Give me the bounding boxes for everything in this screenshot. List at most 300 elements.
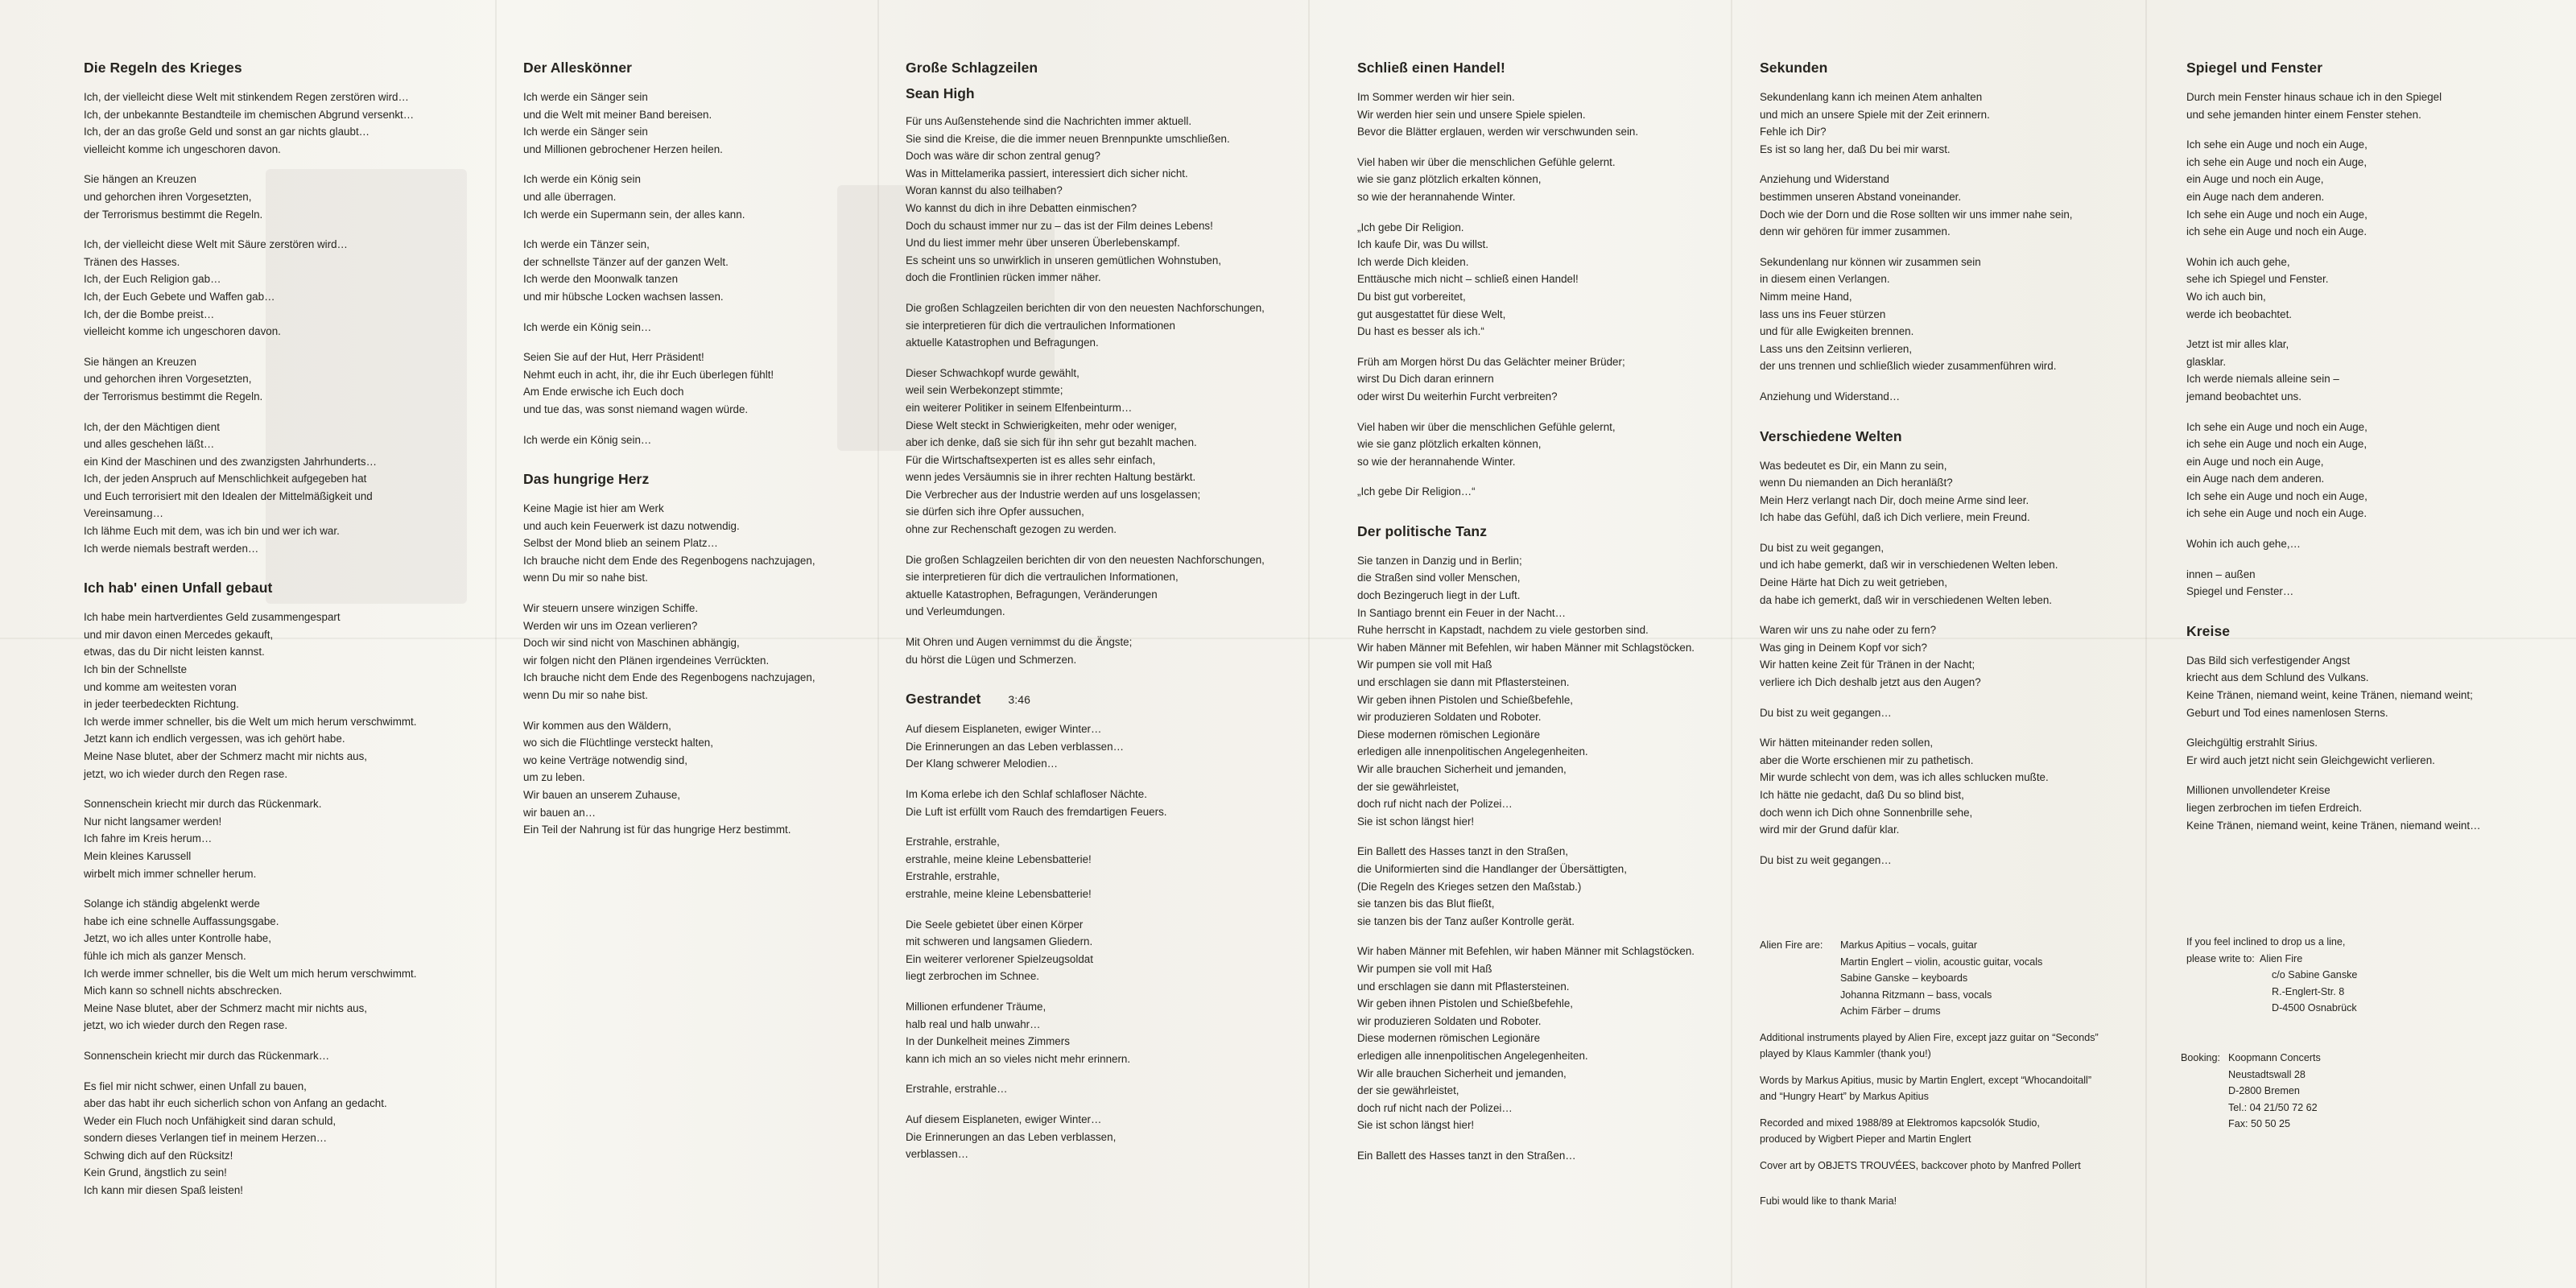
song — [1357, 58, 1728, 501]
lyric-line: sie tanzen bis das Blut fließt, — [1357, 898, 1495, 910]
lyric-line: habe ich eine schnelle Auffassungsgabe. — [84, 914, 279, 927]
stanza — [906, 299, 1284, 352]
lyric-line: Jetzt kann ich endlich vergessen, was ich gehört habe. — [84, 733, 345, 745]
song — [523, 469, 861, 839]
contact-block — [2186, 934, 2541, 1017]
lyric-line: ein weiterer Politiker in seinem Elfenbeinturm… — [906, 401, 1133, 414]
lyric-line: und gehorchen ihren Vorgesetzten, — [84, 190, 252, 203]
lyric-line: Jetzt ist mir alles klar, — [2186, 338, 2289, 351]
lyric-line: erstrahle, meine kleine Lebensbatterie! — [906, 887, 1092, 900]
song-title-text: Das hungrige Herz — [523, 471, 650, 488]
lyrics-column-3 — [906, 58, 1284, 1184]
lyric-line: Ich brauche nicht dem Ende des Regenbogens nachzujagen, — [523, 554, 815, 567]
stanza — [906, 998, 1284, 1067]
booking-line: Tel.: 04 21/50 72 62 — [2228, 1101, 2318, 1113]
song-title — [523, 58, 861, 77]
lyric-line: Sie hängen an Kreuzen — [84, 355, 196, 368]
stanza — [2186, 734, 2565, 769]
lyric-line: Viel haben wir über die menschlichen Gefühle gelernt, — [1357, 420, 1616, 433]
lyric-line: Kein Grund, ängstlich zu sein! — [84, 1166, 227, 1179]
stanza — [1760, 457, 2138, 526]
lyric-line: Ich, der jeden Anspruch auf Menschlichkeit aufgegeben hat — [84, 473, 367, 485]
lyric-line: ohne zur Rechenschaft gezogen zu werden. — [906, 523, 1117, 536]
lyric-line: und gehorchen ihren Vorgesetzten, — [84, 373, 252, 386]
lyric-line: Ich werde immer schneller, bis die Welt um mich herum verschwimmt. — [84, 715, 417, 728]
lyric-line: erledigen alle innenpolitischen Angelegenheiten. — [1357, 745, 1588, 758]
band-member: Sabine Ganske – keyboards — [1840, 972, 1968, 984]
lyric-line: Ich werde ein König sein — [523, 173, 641, 186]
lyric-line: doch ruf nicht nach der Polizei… — [1357, 798, 1513, 811]
lyric-line: Für die Wirtschaftsexperten ist es alles sehr einfach, — [906, 453, 1156, 466]
stanza — [2186, 419, 2565, 523]
song-title-text: Kreise — [2186, 622, 2231, 639]
lyric-line: In Santiago brennt ein Feuer in der Nacht… — [1357, 606, 1567, 619]
stanza — [84, 419, 470, 558]
lyric-line: erledigen alle innenpolitischen Angelegenheiten. — [1357, 1049, 1588, 1062]
lyric-line: Sie hängen an Kreuzen — [84, 173, 196, 186]
band-members — [1840, 937, 2042, 1020]
lyric-line: glasklar. — [2186, 355, 2227, 368]
lyric-line: sie interpretieren für dich die vertraulichen Informationen, — [906, 571, 1179, 584]
song-title — [84, 58, 470, 77]
song-subtitle: Sean High — [906, 85, 975, 101]
lyric-line: der schnellste Tänzer auf der ganzen Welt. — [523, 255, 729, 268]
stanza — [1357, 1147, 1728, 1165]
lyric-line: oder wirst Du weiterhin Furcht verbreiten? — [1357, 390, 1558, 402]
lyric-line: der Terrorismus bestimmt die Regeln. — [84, 208, 263, 221]
lyric-line: Wohin ich auch gehe,… — [2186, 538, 2301, 551]
band-member: Markus Apitius – vocals, guitar — [1840, 939, 1978, 951]
lyrics-column-1 — [84, 58, 470, 1220]
lyric-line: Durch mein Fenster hinaus schaue ich in den Spiegel — [2186, 91, 2442, 103]
stanza — [906, 1111, 1284, 1163]
lyric-line: Werden wir uns im Ozean verlieren? — [523, 619, 698, 632]
lyric-line: doch die Frontlinien rücken immer näher. — [906, 271, 1101, 284]
lyric-line: Ich, der den Mächtigen dient — [84, 420, 220, 433]
song — [1357, 522, 1728, 1165]
lyric-line: werde ich beobachtet. — [2186, 308, 2293, 320]
lyric-line: liegen zerbrochen im tiefen Erdreich. — [2186, 802, 2363, 814]
booking-line: Fax: 50 50 25 — [2228, 1118, 2291, 1129]
lyric-line: Auf diesem Eisplaneten, ewiger Winter… — [906, 723, 1102, 736]
lyric-line: und für alle Ewigkeiten brennen. — [1760, 325, 1914, 338]
lyric-line: und Euch terrorisiert mit den Idealen der Mittelmäßigkeit und — [84, 489, 373, 502]
stanza — [84, 795, 470, 882]
lyric-line: und mich an unsere Spiele mit der Zeit erinnern. — [1760, 108, 1990, 121]
stanza — [1760, 621, 2138, 691]
lyric-line: sehe ich Spiegel und Fenster. — [2186, 273, 2329, 286]
lyric-line: da habe ich gemerkt, daß wir in verschiedenen Welten leben. — [1760, 593, 2052, 606]
lyric-line: ich sehe ein Auge und noch ein Auge. — [2186, 225, 2368, 238]
lyric-line: Die Erinnerungen an das Leben verblassen, — [906, 1130, 1117, 1143]
lyric-line: Ich sehe ein Auge und noch ein Auge, — [2186, 138, 2368, 151]
lyric-line: Ich hätte nie gedacht, daß Du so blind bist, — [1760, 789, 1964, 801]
lyric-line: Diese modernen römischen Legionäre — [1357, 1032, 1541, 1045]
lyric-line: Wir alle brauchen Sicherheit und jemanden, — [1357, 763, 1567, 775]
lyric-line: Mir wurde schlecht von dem, was ich alles schlucken mußte. — [1760, 771, 2049, 784]
lyric-line: Ich, der Euch Religion gab… — [84, 273, 221, 286]
lyric-line: Doch was wäre dir schon zentral genug? — [906, 150, 1100, 163]
lyric-line: wie sie ganz plötzlich erkalten können, — [1357, 438, 1542, 451]
lyric-line: wirst Du Dich daran erinnern — [1357, 373, 1494, 386]
lyric-line: Es scheint uns so unwirklich in unseren gemütlichen Wohnstuben, — [906, 254, 1222, 266]
lyric-line: Keine Tränen, niemand weint, keine Tränen, niemand weint… — [2186, 819, 2481, 832]
stanza — [906, 634, 1284, 668]
lyric-line: Ich habe mein hartverdientes Geld zusammengespart — [84, 611, 341, 624]
lyric-line: und Millionen gebrochener Herzen heilen. — [523, 142, 723, 155]
lyric-line: aber ich denke, daß sie sich für ihn sehr gut bezahlt machen. — [906, 436, 1197, 449]
lyric-line: du hörst die Lügen und Schmerzen. — [906, 653, 1077, 666]
lyric-line: sie interpretieren für dich die vertraulichen Informationen — [906, 319, 1175, 332]
lyric-line: Diese modernen römischen Legionäre — [1357, 728, 1541, 741]
band-member: Martin Englert – violin, acoustic guitar, vocals — [1840, 956, 2043, 968]
mail-line: If you feel inclined to drop us a line, — [2186, 936, 2346, 947]
lyric-line: Diese Welt steckt in Schwierigkeiten, mehr oder weniger, — [906, 419, 1177, 431]
stanza — [906, 113, 1284, 287]
credit-line: produced by Wigbert Pieper and Martin Englert — [1760, 1133, 1971, 1145]
lyric-line: Ich sehe ein Auge und noch ein Auge, — [2186, 208, 2368, 221]
stanza — [84, 1078, 470, 1199]
lyric-line: Sonnenschein kriecht mir durch das Rückenmark. — [84, 798, 322, 811]
song-title — [1760, 427, 2138, 446]
lyric-line: Die großen Schlagzeilen berichten dir von den neuesten Nachforschungen, — [906, 301, 1265, 314]
lyric-line: Ich werde ein König sein… — [523, 320, 652, 333]
lyric-line: Erstrahle, erstrahle… — [906, 1083, 1008, 1096]
lyric-line: Wir werden hier sein und unsere Spiele spielen. — [1357, 108, 1586, 121]
fold-line — [877, 0, 879, 1288]
lyric-line: wir bauen an… — [523, 806, 597, 819]
credit-line: and “Hungry Heart” by Markus Apitius — [1760, 1091, 1929, 1102]
lyric-line: doch ruf nicht nach der Polizei… — [1357, 1101, 1513, 1114]
lyric-line: Nehmt euch in acht, ihr, die ihr Euch überlegen fühlt! — [523, 368, 774, 381]
lyric-line: Wir bauen an unserem Zuhause, — [523, 789, 681, 801]
lyric-line: (Die Regeln des Krieges setzen den Maßstab.) — [1357, 880, 1582, 893]
stanza — [2186, 336, 2565, 405]
lyric-line: lass uns ins Feuer stürzen — [1760, 308, 1886, 320]
lyric-line: aktuelle Katastrophen und Befragungen. — [906, 336, 1099, 349]
lyric-line: wo sich die Flüchtlinge versteckt halten, — [523, 737, 713, 749]
lyric-line: Du bist zu weit gegangen… — [1760, 853, 1892, 866]
lyric-line: Wir haben Männer mit Befehlen, wir haben Männer mit Schlagstöcken. — [1357, 945, 1695, 958]
lyric-line: Meine Nase blutet, aber der Schmerz macht mir nichts aus, — [84, 750, 368, 762]
stanza — [523, 349, 861, 418]
stanza — [84, 1047, 470, 1065]
mail-line: please write to: Alien Fire — [2186, 952, 2303, 964]
lyric-line: verblassen… — [906, 1148, 969, 1161]
stanza — [1357, 219, 1728, 341]
lyric-line: gut ausgestattet für diese Welt, — [1357, 308, 1506, 320]
lyric-line: der sie gewährleistet, — [1357, 780, 1459, 793]
lyric-line: wo keine Verträge notwendig sind, — [523, 753, 687, 766]
lyric-line: Ich fahre im Kreis herum… — [84, 832, 213, 845]
lyric-line: Früh am Morgen hörst Du das Gelächter meiner Brüder; — [1357, 355, 1625, 368]
song-title — [2186, 58, 2565, 77]
lyric-line: aktuelle Katastrophen, Befragungen, Veränderungen — [906, 588, 1158, 601]
lyric-line: Mich kann so schnell nichts abschrecken. — [84, 985, 283, 997]
lyric-line: Gleichgültig erstrahlt Sirius. — [2186, 737, 2318, 749]
lyric-line: Sie ist schon längst hier! — [1357, 815, 1475, 828]
lyric-line: jetzt, wo ich wieder durch den Regen rase. — [84, 1019, 288, 1032]
lyric-line: Für uns Außenstehende sind die Nachrichten immer aktuell. — [906, 115, 1192, 127]
song-title — [906, 689, 1284, 709]
lyric-line: Wo kannst du dich in ihre Debatten einmischen? — [906, 201, 1137, 214]
lyric-line: Nimm meine Hand, — [1760, 290, 1852, 303]
stanza — [2186, 535, 2565, 553]
lyric-line: mit schweren und langsamen Gliedern. — [906, 935, 1093, 948]
lyric-line: wir produzieren Soldaten und Roboter. — [1357, 1014, 1542, 1027]
stanza — [1357, 483, 1728, 501]
lyric-line: in jeder teerbedeckten Richtung. — [84, 698, 239, 711]
credit-line: Cover art by OBJETS TROUVÉES, backcover photo by Manfred Pollert — [1760, 1159, 2081, 1171]
band-member: Achim Färber – drums — [1840, 1005, 1941, 1017]
lyric-line: ich sehe ein Auge und noch ein Auge. — [2186, 507, 2368, 520]
lyric-line: Ich kaufe Dir, was Du willst. — [1357, 238, 1488, 251]
lyric-line: Am Ende erwische ich Euch doch — [523, 386, 684, 398]
lyric-line: Wir haben Männer mit Befehlen, wir haben Männer mit Schlagstöcken. — [1357, 641, 1695, 654]
lyric-line: Du bist zu weit gegangen, — [1760, 541, 1885, 554]
lyric-line: Bevor die Blätter erglauen, werden wir verschwunden sein. — [1357, 126, 1639, 138]
lyric-line: wenn Du niemanden an Dich heranläßt? — [1760, 477, 1953, 489]
credit-line: Additional instruments played by Alien Fire, except jazz guitar on “Seconds” — [1760, 1031, 2099, 1043]
song-title-text: Gestrandet — [906, 691, 981, 708]
stanza — [906, 720, 1284, 773]
lyric-line: ein Auge und noch ein Auge, — [2186, 173, 2324, 186]
lyric-line: und die Welt mit meiner Band bereisen. — [523, 108, 712, 121]
lyric-line: Nur nicht langsamer werden! — [84, 815, 222, 828]
lyric-line: ein Auge nach dem anderen. — [2186, 190, 2325, 203]
lyric-line: Anziehung und Widerstand — [1760, 173, 1889, 186]
stanza — [84, 353, 470, 406]
lyric-line: Mit Ohren und Augen vernimmst du die Ängste; — [906, 636, 1133, 649]
lyric-line: Erstrahle, erstrahle, — [906, 836, 1000, 848]
stanza — [906, 365, 1284, 539]
stanza — [2186, 782, 2565, 834]
stanza — [523, 319, 861, 336]
lyric-line: Geburt und Tod eines namenlosen Sterns. — [2186, 706, 2388, 719]
address-line: D-4500 Osnabrück — [2272, 1002, 2357, 1013]
lyric-line: Selbst der Mond blieb an seinem Platz… — [523, 537, 718, 550]
stanza — [1760, 734, 2138, 839]
lyric-line: Solange ich ständig abgelenkt werde — [84, 898, 260, 910]
lyric-line: Du hast es besser als ich.“ — [1357, 325, 1484, 338]
song-title — [1357, 58, 1728, 77]
lyric-line: Die Luft ist erfüllt vom Rauch des fremdartigen Feuers. — [906, 805, 1167, 818]
song — [84, 578, 470, 1199]
credit-line: Words by Markus Apitius, music by Martin Englert, except “Whocandoitall” — [1760, 1074, 2092, 1086]
song — [2186, 621, 2565, 834]
stanza — [84, 895, 470, 1034]
lyric-line: Sie sind die Kreise, die die immer neuen Brennpunkte umschließen. — [906, 132, 1230, 145]
lyric-line: Die Seele gebietet über einen Körper — [906, 918, 1084, 931]
lyric-line: Ich, der an das große Geld und sonst an gar nichts glaubt… — [84, 126, 370, 138]
stanza — [1357, 154, 1728, 206]
stanza — [906, 1080, 1284, 1098]
lyric-line: und auch kein Feuerwerk ist dazu notwendig. — [523, 519, 740, 532]
lyric-line: Ein Ballett des Hasses tanzt in den Straßen, — [1357, 845, 1569, 858]
song — [2186, 58, 2565, 601]
lyric-line: in diesem einen Verlangen. — [1760, 273, 1890, 286]
lyric-line: so wie der herannahende Winter. — [1357, 455, 1516, 468]
stanza — [84, 171, 470, 223]
lyric-line: Doch wie der Dorn und die Rose sollten wir uns immer nahe sein, — [1760, 208, 2073, 221]
lyric-line: ein Auge und noch ein Auge, — [2186, 455, 2324, 468]
lyric-line: Ein Teil der Nahrung ist für das hungrige Herz bestimmt. — [523, 824, 791, 836]
lyric-line: aber die Worte erschienen mir zu pathetisch. — [1760, 753, 1974, 766]
lyric-line: weil sein Werbekonzept stimmte; — [906, 384, 1063, 397]
lyric-line: Wir pumpen sie voll mit Haß — [1357, 962, 1492, 975]
lyric-line: Sekundenlang nur können wir zusammen sein — [1760, 255, 1981, 268]
lyric-line: Sie ist schon längst hier! — [1357, 1119, 1475, 1132]
lyric-line: der uns trennen und schließlich wieder zusammenführen wird. — [1760, 360, 2057, 373]
lyric-line: Woran kannst du also teilhaben? — [906, 184, 1063, 197]
lyric-line: Meine Nase blutet, aber der Schmerz macht mir nichts aus, — [84, 1001, 368, 1014]
lyric-line: Auf diesem Eisplaneten, ewiger Winter… — [906, 1113, 1102, 1125]
lyric-line: Ich werde ein König sein… — [523, 433, 652, 446]
lyric-line: Im Koma erlebe ich den Schlaf schlafloser Nächte. — [906, 788, 1147, 800]
lyric-line: ich sehe ein Auge und noch ein Auge, — [2186, 155, 2368, 168]
stanza — [1760, 539, 2138, 609]
lyric-line: Was in Mittelamerika passiert, interessiert dich sicher nicht. — [906, 167, 1188, 180]
lyric-line: Das Bild sich verfestigender Angst — [2186, 654, 2351, 667]
stanza — [523, 171, 861, 223]
song-title-text: Ich hab' einen Unfall gebaut — [84, 580, 273, 597]
lyric-line: Ich werde Dich kleiden. — [1357, 255, 1469, 268]
stanza — [523, 236, 861, 305]
lyric-line: Wir geben ihnen Pistolen und Schießbefehle, — [1357, 997, 1573, 1010]
lyric-line: Im Sommer werden wir hier sein. — [1357, 91, 1515, 103]
lyric-line: die Straßen sind voller Menschen, — [1357, 572, 1521, 584]
lyric-line: und erschlagen sie dann mit Pflastersteinen. — [1357, 980, 1570, 993]
stanza — [523, 717, 861, 839]
stanza — [906, 786, 1284, 820]
lyric-line: Seien Sie auf der Hut, Herr Präsident! — [523, 351, 704, 364]
lyric-line: verliere ich Dich deshalb jetzt aus den Augen? — [1760, 676, 1981, 689]
lyric-line: Weder ein Fluch noch Unfähigkeit sind daran schuld, — [84, 1114, 336, 1127]
lyric-line: Wohin ich auch gehe, — [2186, 255, 2290, 268]
song — [1760, 427, 2138, 869]
lyric-line: Fehle ich Dir? — [1760, 126, 1827, 138]
lyric-line: Ich, der die Bombe preist… — [84, 308, 215, 320]
lyric-line: kann ich mich an so vieles nicht mehr erinnern. — [906, 1052, 1131, 1065]
lyric-line: und mir hübsche Locken wachsen lassen. — [523, 290, 724, 303]
stanza — [2186, 89, 2565, 123]
song-title-text: Sekunden — [1760, 60, 1828, 76]
lyric-line: Keine Tränen, niemand weint, keine Tränen, niemand weint; — [2186, 689, 2473, 702]
lyric-line: und sehe jemanden hinter einem Fenster stehen. — [2186, 108, 2421, 121]
lyric-line: sie tanzen bis der Tanz außer Kontrolle gerät. — [1357, 914, 1575, 927]
lyric-line: Tränen des Hasses. — [84, 255, 180, 268]
song — [906, 58, 1284, 668]
fold-line — [1731, 0, 1732, 1288]
lyric-line: Du bist zu weit gegangen… — [1760, 706, 1892, 719]
fold-line — [2145, 0, 2147, 1288]
stanza — [1760, 704, 2138, 722]
lyric-line: Ich werde ein Sänger sein — [523, 126, 648, 138]
lyric-line: wenn Du mir so nahe bist. — [523, 689, 648, 702]
lyric-line: kriecht aus dem Schlund des Vulkans. — [2186, 671, 2369, 684]
lyric-line: Wo ich auch bin, — [2186, 290, 2266, 303]
song-title-text: Der politische Tanz — [1357, 522, 1488, 539]
stanza — [2186, 254, 2565, 323]
lyric-line: Die großen Schlagzeilen berichten dir von den neuesten Nachforschungen, — [906, 553, 1265, 566]
lyric-line: wenn Du mir so nahe bist. — [523, 572, 648, 584]
lyric-line: Anziehung und Widerstand… — [1760, 390, 1901, 402]
lyric-line: Doch wir sind nicht von Maschinen abhängig, — [523, 637, 740, 650]
lyric-line: Ich werde ein Tänzer sein, — [523, 238, 650, 251]
lyric-line: Ich, der Euch Gebete und Waffen gab… — [84, 290, 275, 303]
song-title — [906, 58, 1284, 77]
stanza — [1357, 353, 1728, 406]
stanza — [1357, 843, 1728, 930]
lyric-line: Ich werde den Moonwalk tanzen — [523, 273, 679, 286]
fold-line — [495, 0, 497, 1288]
stanza — [1357, 419, 1728, 471]
lyric-line: Mein kleines Karussell — [84, 849, 192, 862]
lyric-line: doch wenn ich Dich ohne Sonnenbrille sehe, — [1760, 806, 1973, 819]
song-title-text: Der Alleskönner — [523, 60, 633, 76]
lyric-line: In der Dunkelheit meines Zimmers — [906, 1035, 1070, 1048]
song — [1760, 58, 2138, 406]
song — [84, 58, 470, 557]
lyric-line: Wir alle brauchen Sicherheit und jemanden, — [1357, 1067, 1567, 1080]
lyric-line: Jetzt, wo ich alles unter Kontrolle habe, — [84, 932, 271, 945]
lyric-line: etwas, das du Dir nicht leisten kannst. — [84, 646, 265, 658]
lyric-line: aber das habt ihr euch sicherlich schon von Anfang an gedacht. — [84, 1097, 387, 1110]
lyric-line: fühle ich mich als ganzer Mensch. — [84, 949, 246, 962]
lyric-line: „Ich gebe Dir Religion…“ — [1357, 485, 1476, 498]
stanza — [1357, 943, 1728, 1134]
stanza — [523, 500, 861, 587]
booking-block — [2154, 1050, 2524, 1133]
lyric-line: Ich werde niemals alleine sein – — [2186, 373, 2339, 386]
lyric-line: Wir geben ihnen Pistolen und Schießbefehle, — [1357, 693, 1573, 706]
stanza — [84, 89, 470, 158]
stanza — [2186, 652, 2565, 721]
song-title-text: Die Regeln des Krieges — [84, 60, 242, 76]
song-title — [2186, 621, 2565, 641]
lyric-line: wir folgen nicht den Plänen irgendeines Verrückten. — [523, 654, 770, 667]
lyric-line: Millionen erfundener Träume, — [906, 1000, 1046, 1013]
lyric-line: bestimmen unseren Abstand voneinander. — [1760, 190, 1962, 203]
lyric-line: wenn jedes Versäumnis sie in ihrer rechten Haltung bestärkt. — [906, 471, 1196, 484]
lyric-line: Ein weiterer verlorener Spielzeugsoldat — [906, 952, 1093, 965]
lyric-line: Wir steuern unsere winzigen Schiffe. — [523, 602, 699, 615]
lyric-line: Ich sehe ein Auge und noch ein Auge, — [2186, 489, 2368, 502]
lyric-line: Ich kann mir diesen Spaß leisten! — [84, 1184, 243, 1197]
lyric-line: ein Auge nach dem anderen. — [2186, 473, 2325, 485]
lyric-line: doch Bezingeruch liegt in der Luft. — [1357, 589, 1521, 602]
lyric-line: wirbelt mich immer schneller herum. — [84, 867, 257, 880]
song-title — [84, 578, 470, 597]
stanza — [523, 600, 861, 704]
lyric-line: und erschlagen sie dann mit Pflastersteinen. — [1357, 676, 1570, 689]
lyric-line: Ich sehe ein Auge und noch ein Auge, — [2186, 420, 2368, 433]
lyric-line: der sie gewährleistet, — [1357, 1084, 1459, 1097]
lyric-line: Wir hatten keine Zeit für Tränen in der Nacht; — [1760, 658, 1975, 671]
lyric-line: Und du liest immer mehr über unseren Überlebenskampf. — [906, 237, 1180, 250]
lyric-line: Er wird auch jetzt nicht sein Gleichgewicht verlieren. — [2186, 753, 2435, 766]
lyric-line: vielleicht komme ich ungeschoren davon. — [84, 325, 281, 338]
lyric-line: die Uniformierten sind die Handlanger der Übersättigten, — [1357, 862, 1627, 875]
lyric-line: vielleicht komme ich ungeschoren davon. — [84, 142, 281, 155]
lyric-line: Ich brauche nicht dem Ende des Regenbogens nachzujagen, — [523, 671, 815, 684]
lyric-line: Ich werde immer schneller, bis die Welt um mich herum verschwimmt. — [84, 967, 417, 980]
booking-line: Koopmann Concerts — [2228, 1052, 2321, 1063]
lyric-line: liegt zerbrochen im Schnee. — [906, 970, 1039, 983]
lyric-line: Waren wir uns zu nahe oder zu fern? — [1760, 624, 1937, 637]
lyric-line: Die Verbrecher aus der Industrie werden auf uns losgelassen; — [906, 488, 1201, 501]
lyric-line: Sonnenschein kriecht mir durch das Rückenmark… — [84, 1049, 330, 1062]
